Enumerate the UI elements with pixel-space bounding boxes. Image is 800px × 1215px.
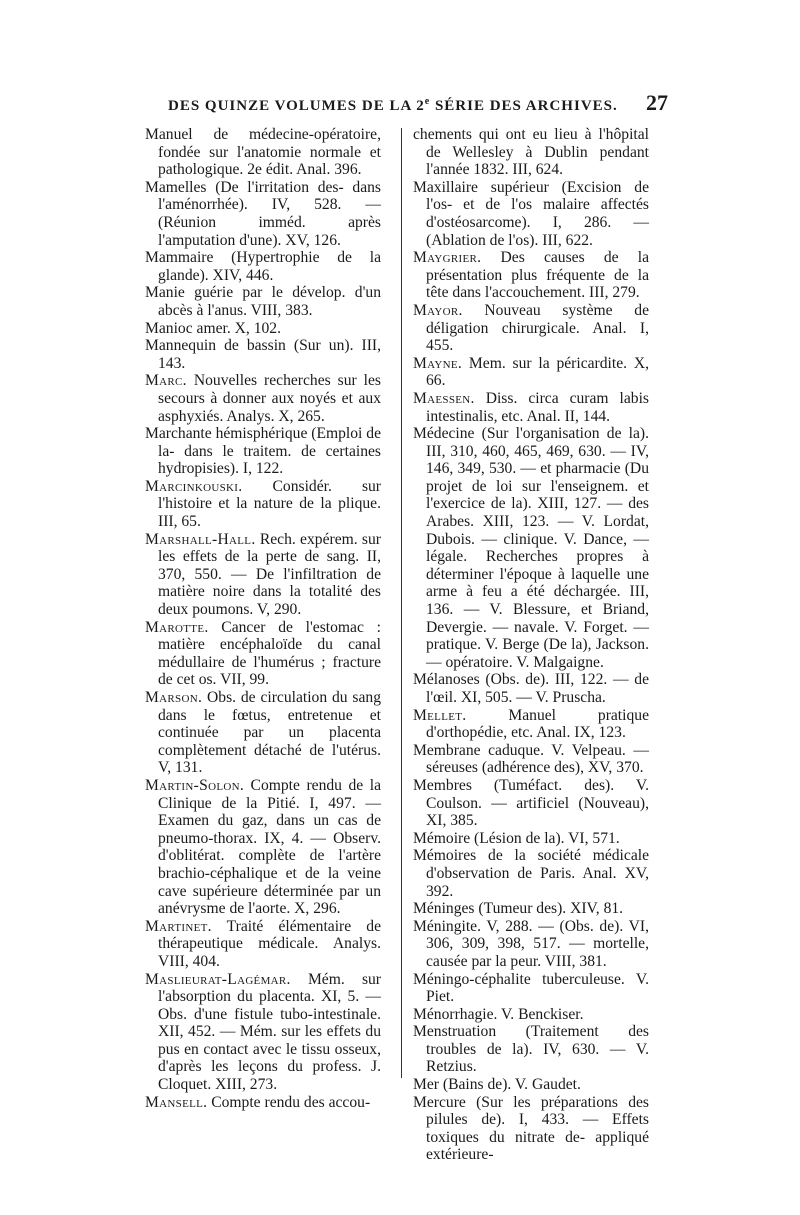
entry-author: Marcinkouski. xyxy=(145,477,243,495)
entry-text: Maxillaire supérieur (Excision de l'os- et de l'os malaire affectés d'ostéosarcome). I, 286. — (Ablation de l'os). III, 622. xyxy=(413,178,649,249)
index-entry xyxy=(413,1006,649,1024)
entry-text: Mélanoses (Obs. de). III, 122. — de l'œil. XI, 505. — V. Pruscha. xyxy=(413,671,649,706)
index-entry xyxy=(145,425,381,478)
entry-author: Marotte. xyxy=(145,618,209,636)
entry-text: Méninges (Tumeur des). XIV, 81. xyxy=(413,900,624,918)
index-entry xyxy=(145,777,381,918)
entry-author: Maygrier. xyxy=(413,249,482,267)
entry-text: Rech. expérem. sur les effets de la perte de sang. II, 370, 550. — De l'infiltration de matière noire dans la totalité des deux poumons. V, 290. xyxy=(158,530,381,619)
entry-text: Obs. de circulation du sang dans le fœtus, entretenue et continuée par un placenta complètement détaché de l'utérus. V, 131. xyxy=(158,689,381,777)
index-entry xyxy=(413,707,649,742)
entry-text: Traité élémentaire de thérapeutique médicale. Analys. VIII, 404. xyxy=(158,917,381,970)
index-entry xyxy=(413,971,649,1006)
entry-text: Mer (Bains de). V. Gaudet. xyxy=(413,1076,581,1094)
entry-text: chements qui ont eu lieu à l'hôpital de Wellesley à Dublin pendant l'année 1832. III, 624. xyxy=(413,126,649,179)
entry-text: Manuel pratique d'orthopédie, etc. Anal. IX, 123. xyxy=(426,706,649,742)
index-entry xyxy=(145,689,381,777)
entry-text: Mémoires de la société médicale d'observation de Paris. Anal. XV, 392. xyxy=(413,847,649,900)
entry-text: Manioc amer. X, 102. xyxy=(145,319,281,337)
entry-text: Mem. sur la péricardite. X, 66. xyxy=(426,354,649,390)
index-entry xyxy=(413,355,649,390)
entry-author: Maessen. xyxy=(413,389,475,407)
entry-author: Marc. xyxy=(145,372,187,390)
index-entry xyxy=(413,742,649,777)
entry-text: Membrane caduque. V. Velpeau. — séreuses (adhérence des), XV, 370. xyxy=(413,741,649,777)
entry-text: Mannequin de bassin (Sur un). III, 143. xyxy=(145,337,381,372)
entry-text: Médecine (Sur l'organisation de la). III, 310, 460, 465, 469, 630. — IV, 146, 349, 530. — et pharmacie (Du projet de loi sur l'enseignem. et l'exercice de la). XIII, 127. — des Arabes. XIII, 123. — V. Lordat, Dubois. — clinique. V. Dance, — légale. Recherches propres à déterminer l'époque à laquelle une arme à feu a été déchargée. III, 136. — V. Blessure, et Briand, Devergie. — navale. V. Forget. — pratique. V. Berge (De la), Jackson. — opératoire. V. Malgaigne. xyxy=(413,425,649,671)
entry-text: Considér. sur l'histoire et la nature de la plique. III, 65. xyxy=(158,477,381,531)
index-entry xyxy=(145,971,381,1094)
running-title: DES QUINZE VOLUMES DE LA 2e SÉRIE DES ARCHIVES. xyxy=(168,96,618,114)
entry-text: Mammaire (Hypertrophie de la glande). XIV, 446. xyxy=(145,249,381,284)
index-entry xyxy=(413,425,649,671)
entry-text: Diss. circa curam labis intestinalis, etc. Anal. II, 144. xyxy=(426,389,649,425)
index-entry xyxy=(145,284,381,319)
entry-text: Mém. sur l'absorption du placenta. XI, 5. — Obs. d'une fistule tubo-intestinale. XII, 452. — Mém. sur les effets du pus en contact avec le tissu osseux, d'après les leçons du profess. J. Cloquet. XIII, 273. xyxy=(158,970,381,1094)
entry-text: Manuel de médecine-opératoire, fondée sur l'anatomie normale et pathologique. 2e édit. Anal. 396. xyxy=(145,126,381,179)
entry-text: Des causes de la présentation plus fréquente de la tête dans l'accouchement. III, 279. xyxy=(426,249,649,302)
index-entry xyxy=(413,671,649,706)
index-entry xyxy=(145,249,381,284)
entry-text: Méningite. V, 288. — (Obs. de). VI, 306, 309, 398, 517. — mortelle, causée par la peur. VIII, 381. xyxy=(413,917,649,970)
index-entry xyxy=(145,372,381,425)
entry-author: Mellet. xyxy=(413,706,467,724)
index-entry xyxy=(413,830,649,848)
index-entry xyxy=(413,1076,649,1094)
index-entry xyxy=(413,1023,649,1076)
entry-text: Ménorrhagie. V. Benckiser. xyxy=(413,1005,584,1023)
entry-author: Martin-Solon. xyxy=(145,776,245,794)
index-entry xyxy=(145,337,381,372)
index-entry xyxy=(413,390,649,425)
index-entry xyxy=(413,179,649,249)
index-entry xyxy=(145,320,381,338)
entry-text: Compte rendu des accou- xyxy=(207,1093,371,1111)
index-entry xyxy=(413,900,649,918)
index-entry xyxy=(145,1094,381,1112)
index-entry xyxy=(413,847,649,900)
running-header xyxy=(168,90,668,120)
index-entry xyxy=(413,777,649,830)
index-entry xyxy=(413,249,649,302)
index-entry xyxy=(413,302,649,355)
entry-author: Mansell. xyxy=(145,1093,208,1111)
index-entry xyxy=(145,531,381,619)
entry-author: Marshall-Hall. xyxy=(145,530,256,548)
left-column xyxy=(145,126,381,1111)
entry-text: Mamelles (De l'irritation des- dans l'aménorrhée). IV, 528. — (Réunion imméd. après l'amputation d'une). XV, 126. xyxy=(145,178,381,249)
index-entry xyxy=(413,918,649,971)
entry-text: Mémoire (Lésion de la). VI, 571. xyxy=(413,829,620,847)
entry-text: Nouveau système de déligation chirurgicale. Anal. I, 455. xyxy=(426,301,649,355)
index-entry xyxy=(413,1094,649,1164)
entry-text: Mercure (Sur les préparations des pilules de). I, 433. — Effets toxiques du nitrate de- appliqué extérieure- xyxy=(413,1093,649,1164)
entry-author: Maslieurat-Lagémar. xyxy=(145,970,291,988)
index-entry xyxy=(145,126,381,179)
entry-author: Mayor. xyxy=(413,301,463,319)
index-entry xyxy=(145,918,381,971)
entry-author: Marson. xyxy=(145,689,203,706)
column-divider xyxy=(401,128,402,1078)
index-entry xyxy=(145,179,381,249)
entry-author: Mayne. xyxy=(413,354,463,372)
entry-text: Manie guérie par le dévelop. d'un abcès à l'anus. VIII, 383. xyxy=(145,284,381,319)
index-entry xyxy=(413,126,649,179)
entry-text: Marchante hémisphérique (Emploi de la- dans le traitem. de certaines hydropisies). I, 122. xyxy=(145,425,381,478)
entry-text: Méningo-céphalite tuberculeuse. V. Piet. xyxy=(413,970,649,1006)
entry-text: Nouvelles recherches sur les secours à donner aux noyés et aux asphyxiés. Analys. X, 265. xyxy=(158,372,381,425)
index-entry xyxy=(145,478,381,531)
entry-text: Compte rendu de la Clinique de la Pitié. I, 497. — Examen du gaz, dans un cas de pneumo-thorax. IX, 4. — Observ. d'oblitérat. complète de l'artère brachio-céphalique et de la veine cave supérieure déterminée par un anévrysme de l'aorte. X, 296. xyxy=(158,776,381,918)
entry-author: Martinet. xyxy=(145,917,212,935)
page-number: 27 xyxy=(646,90,668,115)
entry-text: Cancer de l'estomac : matière encéphaloïde du canal médullaire de l'humérus ; fracture de cet os. VII, 99. xyxy=(158,618,381,689)
right-column xyxy=(413,126,649,1164)
index-entry xyxy=(145,619,381,689)
entry-text: Menstruation (Traitement des troubles de la). IV, 630. — V. Retzius. xyxy=(413,1023,649,1076)
entry-text: Membres (Tuméfact. des). V. Coulson. — artificiel (Nouveau), XI, 385. xyxy=(413,776,649,830)
